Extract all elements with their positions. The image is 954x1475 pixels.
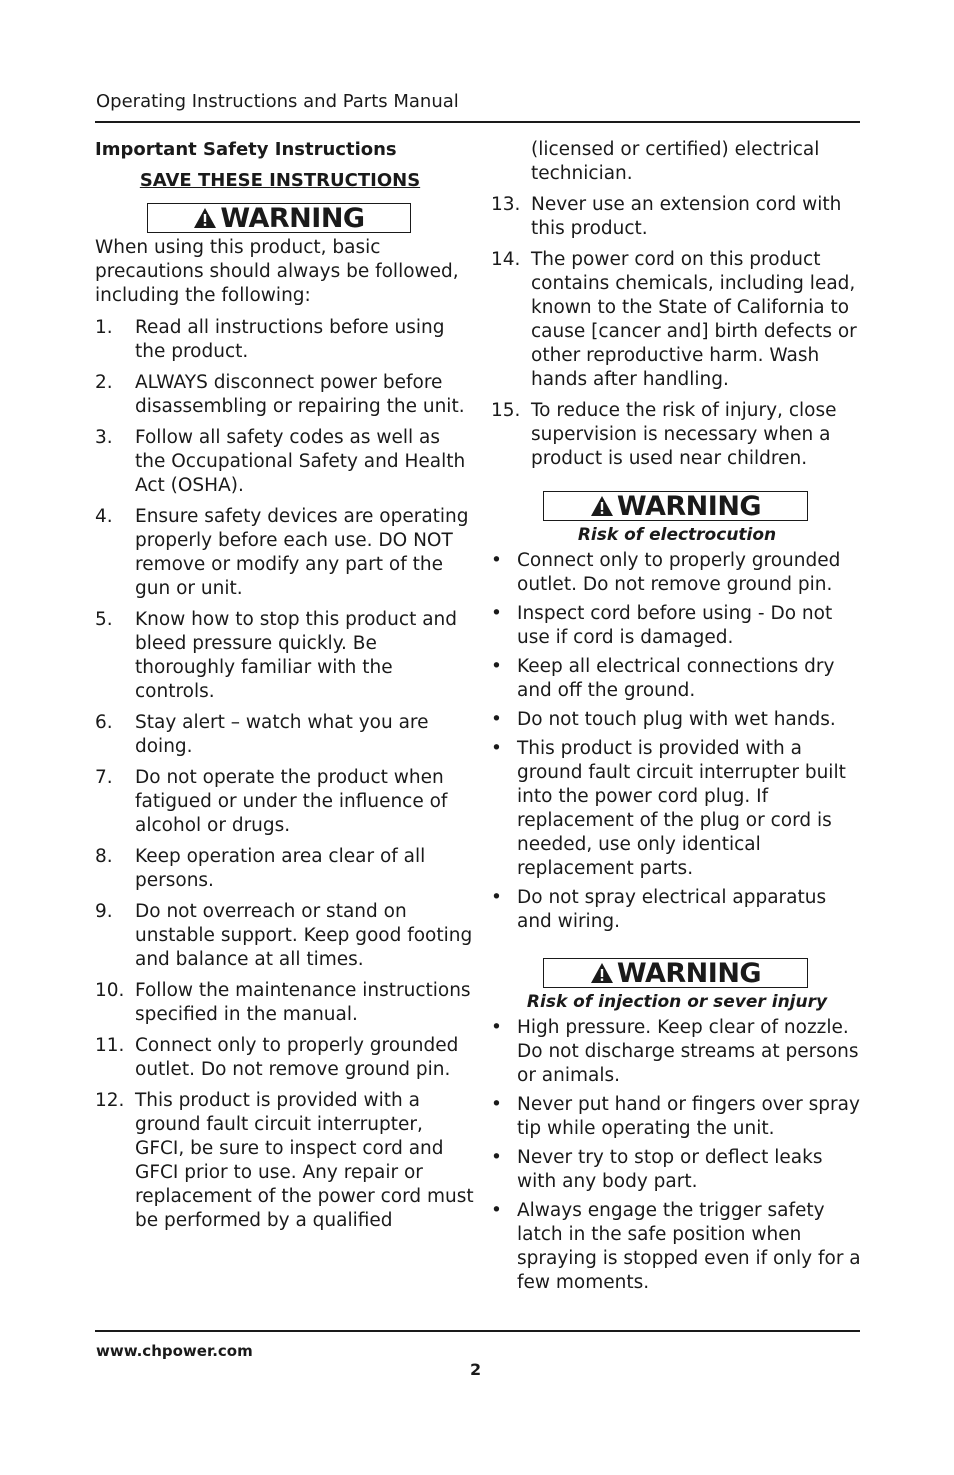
list-item	[95, 608, 475, 704]
item-text: Follow all safety codes as well as the Occupational Safety and Health Act (OSHA).	[135, 427, 466, 496]
item-text: Never use an extension cord with this product.	[531, 194, 842, 239]
list-item	[95, 1034, 475, 1082]
item-number: 9.	[95, 901, 113, 922]
item-text: Ensure safety devices are operating properly before each use. DO NOT remove or modify any part of the gun or unit.	[135, 506, 469, 599]
list-item	[491, 248, 863, 392]
item-text: Follow the maintenance instructions specified in the manual.	[135, 980, 471, 1025]
item-number: 7.	[95, 767, 113, 788]
intro-text: When using this product, basic precautions should always be followed, including the following:	[95, 237, 459, 306]
list-item	[95, 766, 475, 838]
item-number: 3.	[95, 427, 113, 448]
risk-electrocution: Risk of electrocution	[577, 525, 777, 545]
item-text: Stay alert – watch what you are doing.	[135, 712, 429, 757]
right-column	[491, 138, 863, 1300]
save-instructions-heading: SAVE THESE INSTRUCTIONS	[139, 170, 421, 191]
electrocution-bullets	[491, 549, 863, 934]
item-text: Read all instructions before using the product.	[135, 317, 445, 362]
list-item	[491, 1146, 863, 1194]
item-number: 4.	[95, 506, 113, 527]
list-item	[95, 316, 475, 364]
item-text: Connect only to properly grounded outlet. Do not remove ground pin.	[135, 1035, 459, 1080]
section-heading: Important Safety Instructions	[95, 139, 397, 160]
list-item	[491, 1199, 863, 1295]
item-text: To reduce the risk of injury, close supervision is necessary when a product is used near children.	[531, 400, 837, 469]
footer-rule	[95, 1330, 860, 1332]
item-number: 8.	[95, 846, 113, 867]
warning-triangle-icon	[590, 962, 614, 984]
item-text: The power cord on this product contains chemicals, including lead, known to the State of California to cause [cancer and] birth defects or other reproductive harm. Wash hands after handling.	[531, 249, 857, 390]
footer-url: www.chpower.com	[96, 1342, 253, 1360]
item-number: 5.	[95, 609, 113, 630]
safety-list	[95, 316, 475, 1233]
warning-label: WARNING	[220, 202, 365, 234]
injection-bullets	[491, 1016, 863, 1295]
list-item	[491, 1093, 863, 1141]
bullet-text: Never try to stop or deflect leaks with any body part.	[517, 1147, 823, 1192]
warning-box-injection	[543, 958, 808, 988]
bullet-text: Do not touch plug with wet hands.	[517, 709, 836, 730]
continuation-text: (licensed or certified) electrical technician.	[531, 139, 820, 184]
bullet: •	[491, 603, 502, 624]
item-number: 12.	[95, 1090, 125, 1111]
header-title: Operating Instructions and Parts Manual	[96, 91, 459, 112]
item-text: This product is provided with a ground fault circuit interrupter, GFCI, be sure to inspect cord and GFCI prior to use. Any repair or replacement of the power cord must be performed by a qualified	[135, 1090, 474, 1231]
left-column	[95, 138, 475, 1240]
list-item	[491, 549, 863, 597]
list-item	[95, 426, 475, 498]
item-number: 1.	[95, 317, 113, 338]
item-text: Know how to stop this product and bleed pressure quickly. Be thoroughly familiar with the controls.	[135, 609, 458, 702]
list-item	[95, 371, 475, 419]
bullet: •	[491, 1200, 502, 1221]
list-item	[491, 399, 863, 471]
warning-box-electrocution	[543, 491, 808, 521]
header-rule	[95, 121, 860, 123]
bullet: •	[491, 550, 502, 571]
warning-triangle-icon	[590, 495, 614, 517]
item-text: Do not operate the product when fatigued or under the influence of alcohol or drugs.	[135, 767, 448, 836]
warning-box	[147, 203, 411, 233]
item-text: ALWAYS disconnect power before disassembling or repairing the unit.	[135, 372, 465, 417]
bullet: •	[491, 1017, 502, 1038]
bullet-text: This product is provided with a ground fault circuit interrupter built into the power cord plug. If replacement of the plug or cord is needed, use only identical replacement parts.	[517, 738, 846, 879]
bullet: •	[491, 887, 502, 908]
list-item	[491, 886, 863, 934]
bullet-text: Always engage the trigger safety latch in the safe position when spraying is stopped even if only for a few moments.	[517, 1200, 861, 1293]
list-item	[95, 1089, 475, 1233]
warning-triangle-icon	[193, 207, 217, 229]
bullet-text: Connect only to properly grounded outlet. Do not remove ground pin.	[517, 550, 841, 595]
list-item	[491, 1016, 863, 1088]
item-number: 14.	[491, 249, 521, 270]
item-text: Keep operation area clear of all persons.	[135, 846, 426, 891]
list-item	[491, 193, 863, 241]
warning-label: WARNING	[616, 490, 762, 522]
item-number: 11.	[95, 1035, 125, 1056]
list-item	[491, 708, 863, 732]
safety-list-continued	[491, 193, 863, 471]
bullet: •	[491, 738, 502, 759]
item-number: 2.	[95, 372, 113, 393]
list-item	[491, 655, 863, 703]
warning-label: WARNING	[616, 957, 762, 989]
item-number: 6.	[95, 712, 113, 733]
item-number: 10.	[95, 980, 125, 1001]
bullet-text: Keep all electrical connections dry and off the ground.	[517, 656, 835, 701]
item-text: Do not overreach or stand on unstable support. Keep good footing and balance at all times.	[135, 901, 473, 970]
page-number: 2	[470, 1360, 482, 1379]
list-item	[95, 505, 475, 601]
list-item	[491, 737, 863, 881]
bullet: •	[491, 1094, 502, 1115]
list-item	[95, 711, 475, 759]
item-number: 13.	[491, 194, 521, 215]
bullet-text: Inspect cord before using - Do not use if cord is damaged.	[517, 603, 833, 648]
bullet: •	[491, 709, 502, 730]
list-item	[95, 900, 475, 972]
bullet: •	[491, 656, 502, 677]
bullet-text: Never put hand or fingers over spray tip while operating the unit.	[517, 1094, 860, 1139]
list-item	[95, 979, 475, 1027]
bullet-text: Do not spray electrical apparatus and wiring.	[517, 887, 827, 932]
bullet: •	[491, 1147, 502, 1168]
list-item	[491, 602, 863, 650]
list-item	[95, 845, 475, 893]
item-number: 15.	[491, 400, 521, 421]
risk-injection: Risk of injection or sever injury	[526, 992, 828, 1012]
bullet-text: High pressure. Keep clear of nozzle. Do not discharge streams at persons or animals.	[517, 1017, 859, 1086]
